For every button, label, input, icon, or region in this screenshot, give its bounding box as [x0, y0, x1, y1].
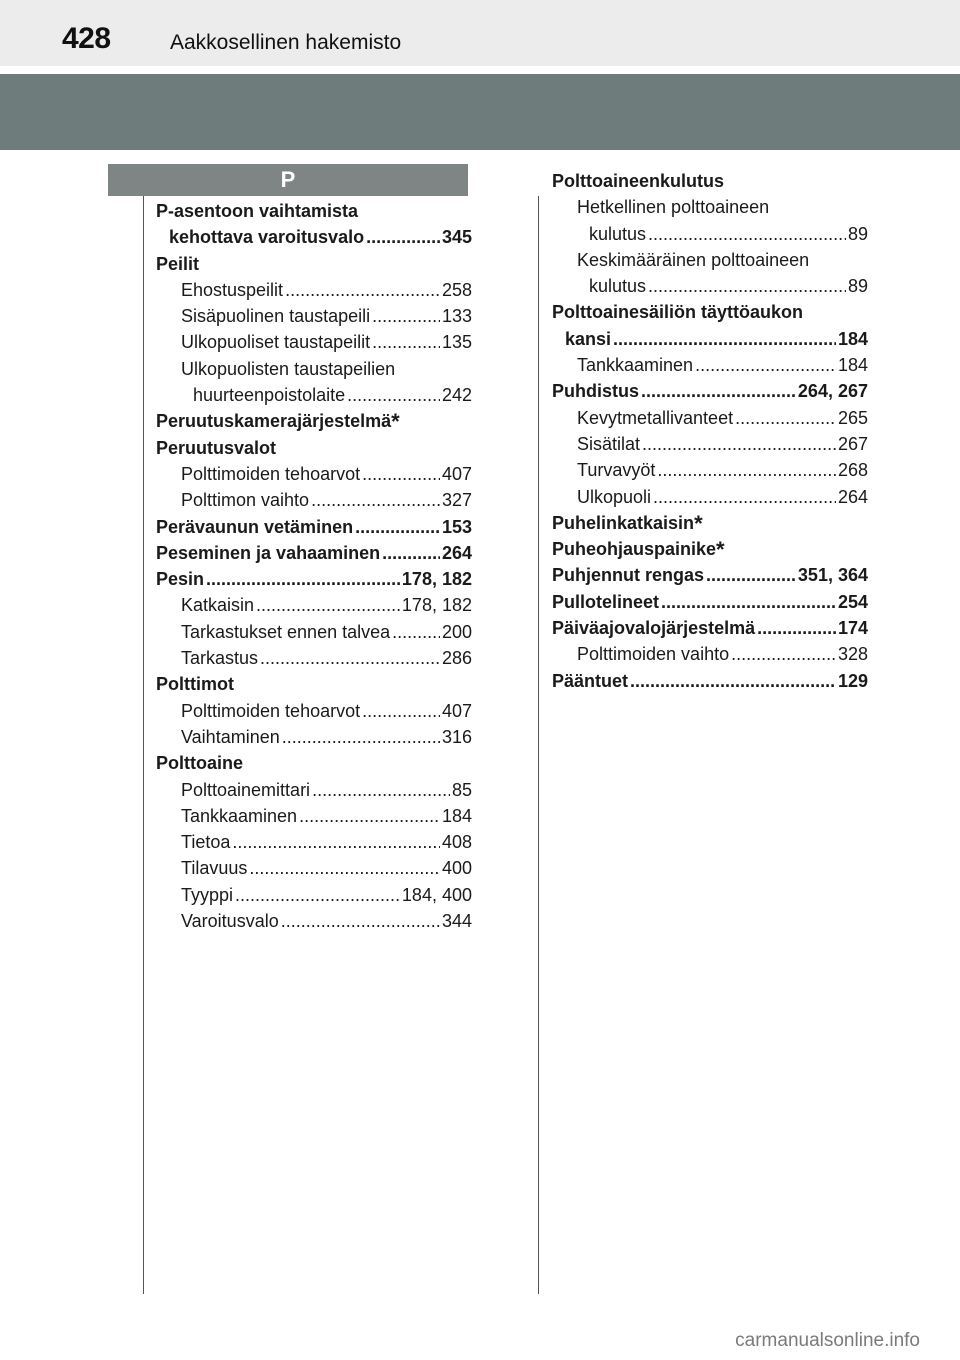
index-entry-term: Sisäpuolinen taustapeili [181, 306, 371, 327]
index-entry-pages: 328 [837, 644, 868, 665]
index-entry [156, 882, 472, 908]
dot-leader [355, 514, 440, 540]
dot-leader [642, 431, 836, 457]
index-entry-term: Perävaunun vetäminen [156, 516, 354, 537]
index-entry-pages: 344 [441, 911, 472, 932]
index-entry-term: Pesin [156, 569, 205, 590]
index-entry [156, 671, 472, 697]
section-letter-bar: P [108, 164, 468, 196]
index-entry-term: kansi [565, 328, 612, 349]
index-entry [156, 277, 472, 303]
index-entry-pages: 184 [837, 328, 868, 349]
index-entry [156, 435, 472, 461]
dot-leader [653, 484, 836, 510]
index-entry: Puheohjauspainike * [552, 537, 725, 563]
left-column-rule [143, 196, 144, 1294]
index-entry-term: Ehostuspeilit [181, 279, 284, 300]
index-entry [552, 273, 868, 299]
index-entry-term: Tarkastus [181, 648, 259, 669]
index-entry [156, 540, 472, 566]
dot-leader [281, 908, 440, 934]
index-entry-term: Polttoaineenkulutus [552, 171, 725, 191]
index-entry-term: Peruutusvalot [156, 437, 277, 458]
index-entry-pages: 89 [847, 276, 868, 297]
index-entry-term: Polttimoiden tehoarvot [181, 700, 361, 721]
index-entry [156, 461, 472, 487]
index-entry-pages: 327 [441, 490, 472, 511]
index-entry [156, 487, 472, 513]
index-entry-pages: 264 [441, 542, 472, 563]
index-entry-term: Tilavuus [181, 858, 248, 879]
index-entry-term: Puhdistus [552, 381, 640, 402]
index-entry-term: Hetkellinen polttoaineen [577, 197, 770, 218]
index-entry-term: Puheohjauspainike [552, 539, 717, 560]
dot-leader [648, 273, 846, 299]
index-entry-pages: 408 [441, 832, 472, 853]
index-entry [552, 405, 868, 431]
index-entry-pages: 242 [441, 385, 472, 406]
dot-leader [731, 641, 836, 667]
index-column-right [552, 168, 868, 694]
index-entry-term: Puhelinkatkaisin [552, 512, 695, 533]
index-entry-pages: 407 [441, 463, 472, 484]
index-entry-term: Polttimon vaihto [181, 490, 310, 511]
index-entry-term: Päiväajovalojärjestelmä [552, 618, 756, 639]
index-entry [552, 562, 868, 588]
index-entry: Peruutuskamerajärjestelmä * [156, 409, 400, 435]
index-entry-pages: 345 [441, 227, 472, 248]
dot-leader [661, 589, 836, 615]
index-entry-term: Polttoaine [156, 753, 244, 774]
index-entry-term: Polttimot [156, 674, 234, 695]
dot-leader [311, 487, 440, 513]
dot-leader [249, 855, 440, 881]
index-entry-term: Katkaisin [181, 595, 255, 616]
index-entry-pages: 351, 364 [797, 565, 868, 586]
index-entry-pages: 316 [441, 726, 472, 747]
index-entry-pages: 178, 182 [401, 595, 472, 616]
dot-leader [706, 562, 796, 588]
index-entry-pages: 258 [441, 279, 472, 300]
index-entry-term: Kevytmetallivanteet [577, 407, 734, 428]
page-number: 428 [62, 22, 111, 55]
index-entry-term: Polttimoiden tehoarvot [181, 463, 361, 484]
index-entry [156, 592, 472, 618]
index-entry-term: Puhjennut rengas [552, 565, 705, 586]
index-entry-term: Polttoainemittari [181, 779, 311, 800]
dot-leader [362, 461, 440, 487]
dot-leader [299, 803, 440, 829]
index-entry [156, 566, 472, 592]
index-entry [552, 641, 868, 667]
index-entry [552, 299, 868, 325]
index-entry-term: Peseminen ja vahaaminen [156, 542, 381, 563]
index-entry-term: Varoitusvalo [181, 911, 279, 932]
index-entry-term: Tankkaaminen [181, 805, 298, 826]
index-entry-pages: 85 [451, 779, 472, 800]
index-entry [156, 251, 472, 277]
dot-leader [757, 615, 836, 641]
index-entry [156, 224, 472, 250]
index-entry-term: Tankkaaminen [577, 355, 694, 376]
index-entry-term: Tietoa [181, 832, 231, 853]
index-entry-term: Peilit [156, 253, 200, 274]
index-entry-term: Sisätilat [577, 433, 641, 454]
dot-leader [235, 882, 400, 908]
index-entry-term: Ulkopuolisten taustapeilien [181, 358, 396, 379]
dot-leader [362, 698, 440, 724]
index-entry-term: Keskimääräinen polttoaineen [577, 249, 810, 270]
index-entry-pages: 407 [441, 700, 472, 721]
dot-leader [285, 277, 440, 303]
index-entry [552, 194, 868, 220]
dot-leader [282, 724, 440, 750]
index-entry [552, 431, 868, 457]
dot-leader [260, 645, 440, 671]
index-entry-term: Ulkopuoli [577, 486, 652, 507]
index-entry-pages: 184 [441, 805, 472, 826]
index-entry-pages: 265 [837, 407, 868, 428]
index-entry-pages: 254 [837, 591, 868, 612]
index-entry [552, 615, 868, 641]
index-entry-term: kehottava varoitusvalo [169, 227, 365, 248]
index-entry [552, 168, 868, 194]
index-entry-pages: 135 [441, 332, 472, 353]
index-entry [156, 329, 472, 355]
dot-leader [657, 457, 836, 483]
watermark: carmanualsonline.info [735, 1330, 920, 1351]
dot-leader [630, 668, 836, 694]
index-entry-pages: 268 [837, 460, 868, 481]
dot-leader [232, 829, 440, 855]
index-entry [552, 221, 868, 247]
index-entry-term: Pääntuet [552, 670, 629, 691]
dot-leader [648, 221, 846, 247]
index-entry-pages: 184, 400 [401, 884, 472, 905]
index-entry-pages: 264 [837, 486, 868, 507]
index-entry-pages: 264, 267 [797, 381, 868, 402]
dot-leader [256, 592, 400, 618]
index-entry [156, 855, 472, 881]
index-entry-term: Peruutuskamerajärjestelmä [156, 411, 392, 432]
index-entry [156, 382, 472, 408]
dot-leader [372, 329, 440, 355]
dot-leader [392, 619, 440, 645]
dot-leader [735, 405, 836, 431]
right-column-rule [538, 196, 539, 1294]
index-entry [156, 724, 472, 750]
dot-leader [641, 378, 796, 404]
header-banner [0, 74, 960, 150]
index-entry [156, 303, 472, 329]
index-entry-pages: 133 [441, 306, 472, 327]
index-entry [156, 803, 472, 829]
dot-leader [695, 352, 836, 378]
index-entry [552, 668, 868, 694]
dot-leader [312, 777, 450, 803]
index-entry [552, 326, 868, 352]
index-entry-pages: 184 [837, 355, 868, 376]
dot-leader [613, 326, 836, 352]
dot-leader [366, 224, 440, 250]
index-entry [552, 484, 868, 510]
index-entry-term: P-asentoon vaihtamista [156, 201, 359, 221]
dot-leader [347, 382, 440, 408]
index-entry [156, 829, 472, 855]
dot-leader [372, 303, 440, 329]
index-entry [156, 356, 472, 382]
index-entry [156, 777, 472, 803]
index-entry [552, 589, 868, 615]
index-entry [156, 645, 472, 671]
index-entry-pages: 286 [441, 648, 472, 669]
index-entry-pages: 129 [837, 670, 868, 691]
index-entry-term: Tarkastukset ennen talvea [181, 621, 391, 642]
index-entry-term: Ulkopuoliset taustapeilit [181, 332, 371, 353]
index-entry-term: Polttimoiden vaihto [577, 644, 730, 665]
index-column-left [156, 198, 472, 934]
index-entry-term: Tyyppi [181, 884, 234, 905]
index-entry-term: Polttoainesäiliön täyttöaukon [552, 302, 804, 323]
index-entry [156, 514, 472, 540]
index-entry-term: Pullotelineet [552, 591, 660, 612]
index-entry [552, 457, 868, 483]
index-entry: Puhelinkatkaisin * [552, 510, 703, 536]
index-entry-pages: 200 [441, 621, 472, 642]
index-entry [156, 619, 472, 645]
index-entry-pages: 400 [441, 858, 472, 879]
index-entry-pages: 174 [837, 618, 868, 639]
index-entry-pages: 267 [837, 433, 868, 454]
index-entry [552, 378, 868, 404]
index-entry-term: huurteenpoistolaite [193, 385, 346, 406]
index-entry-term: Turvavyöt [577, 460, 656, 481]
index-entry-term: Vaihtaminen [181, 726, 280, 747]
index-entry [552, 352, 868, 378]
dot-leader [382, 540, 440, 566]
index-entry-pages: 89 [847, 223, 868, 244]
index-entry [156, 198, 472, 224]
index-entry [156, 908, 472, 934]
dot-leader [206, 566, 400, 592]
index-entry [156, 750, 472, 776]
page-title: Aakkosellinen hakemisto [170, 31, 402, 54]
index-entry-pages: 153 [441, 516, 472, 537]
index-entry-term: kulutus [589, 276, 647, 297]
index-entry [156, 698, 472, 724]
index-entry-pages: 178, 182 [401, 569, 472, 590]
index-entry-term: kulutus [589, 223, 647, 244]
index-entry [552, 247, 868, 273]
header-band [0, 0, 960, 66]
